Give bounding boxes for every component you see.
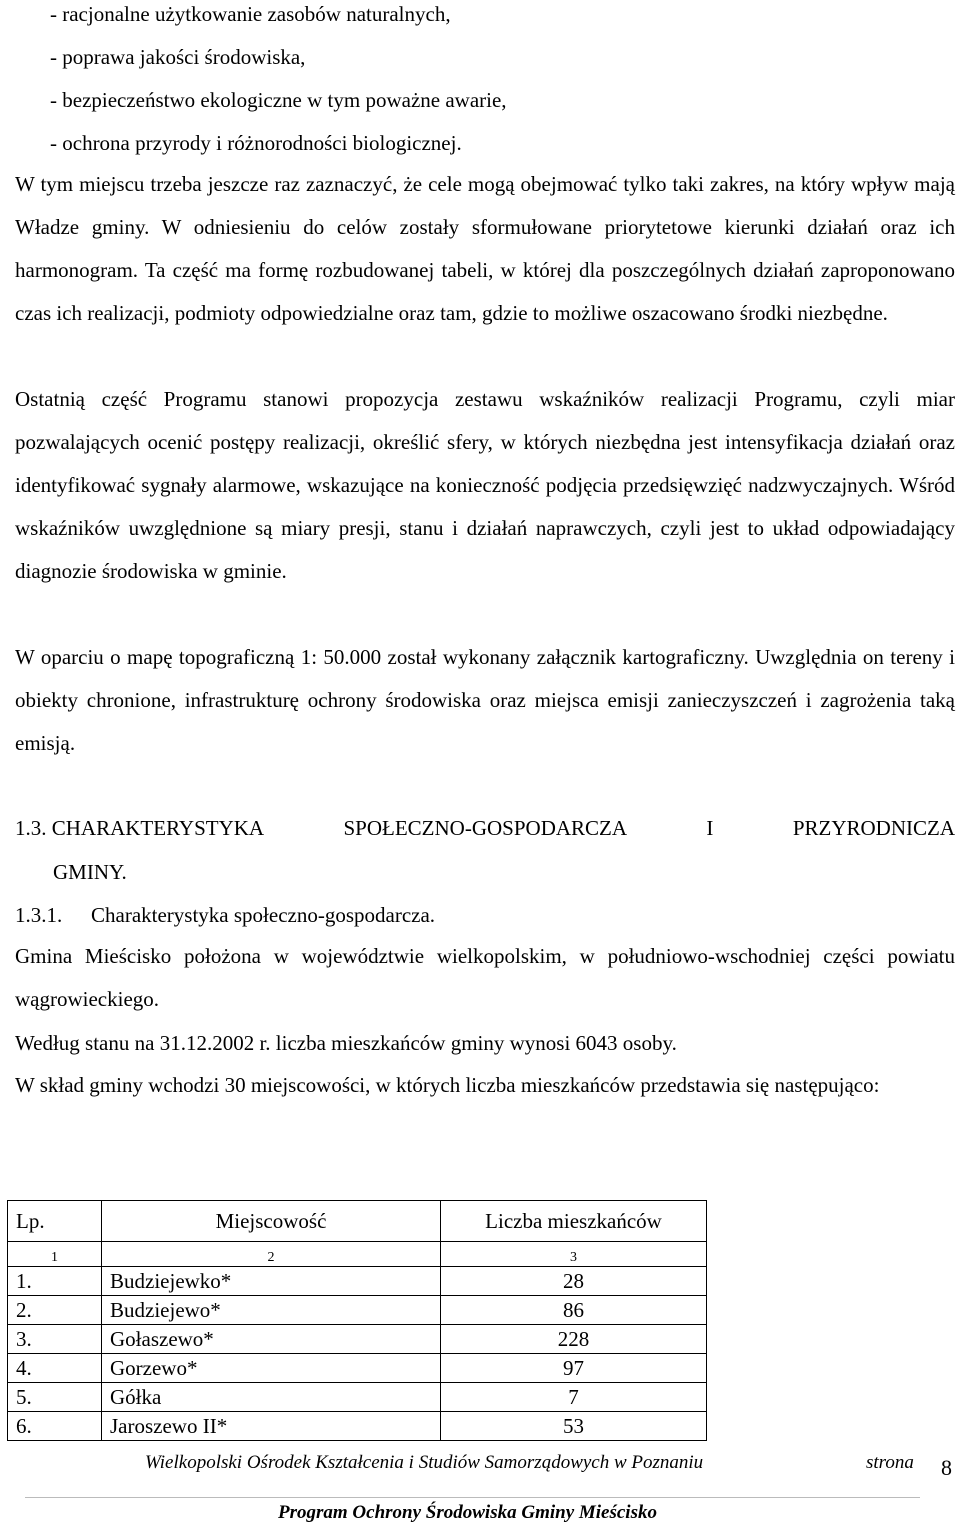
row-population: 97: [441, 1354, 707, 1383]
subheading-title: Charakterystyka społeczno-gospodarcza.: [91, 903, 436, 927]
paragraph-localities: [15, 1064, 955, 1107]
footer-institution: Wielkopolski Ośrodek Kształcenia i Studiów Samorządowych w Poznaniu: [145, 1452, 704, 1473]
table-column-number-row: [8, 1242, 707, 1267]
table-row: [8, 1412, 707, 1441]
table-row: [8, 1354, 707, 1383]
column-number: 2: [102, 1242, 441, 1267]
paragraph-text: Gmina Mieścisko położona w województwie wielkopolskim, w południowo-wschodniej części powiatu wągrowieckiego.: [15, 944, 955, 1011]
table-row: [8, 1296, 707, 1325]
paragraph-population: Według stanu na 31.12.2002 r. liczba mieszkańców gminy wynosi 6043 osoby.: [15, 1031, 677, 1055]
row-locality: Budziejewo*: [102, 1296, 441, 1325]
paragraph-indicators: [15, 378, 955, 593]
header-cell-population: Liczba mieszkańców: [441, 1201, 707, 1242]
row-number: 4.: [8, 1354, 102, 1383]
population-table: [7, 1200, 707, 1441]
row-population: 7: [441, 1383, 707, 1412]
header-cell-locality: Miejscowość: [102, 1201, 441, 1242]
heading-word: PRZYRODNICZA: [792, 816, 955, 840]
column-number: 1: [8, 1242, 102, 1267]
row-population: 53: [441, 1412, 707, 1441]
bullet-item: - racjonalne użytkowanie zasobów naturalnych,: [50, 2, 451, 26]
bullet-item: - poprawa jakości środowiska,: [50, 45, 306, 69]
bullet-item: - ochrona przyrody i różnorodności biologicznej.: [50, 131, 462, 155]
section-heading: [15, 816, 955, 841]
heading-word: CHARAKTERYSTYKA: [51, 816, 265, 840]
paragraph-text: W tym miejscu trzeba jeszcze raz zaznaczyć, że cele mogą obejmować tylko taki zakres, na który wpływ mają Władze gminy. W odniesieniu do celów zostały sformułowane priorytetowe kierunki działań oraz ich harmonogram. Ta część ma formę rozbudowanej tabeli, w której dla poszczególnych działań zaproponowano czas ich realizacji, podmioty odpowiedzialne oraz tam, gdzie to możliwe oszacowano środki niezbędne.: [15, 172, 955, 325]
row-population: 86: [441, 1296, 707, 1325]
footer-divider: [25, 1497, 920, 1498]
paragraph-text: Ostatnią część Programu stanowi propozycja zestawu wskaźników realizacji Programu, czyli miar pozwalających ocenić postępy realizacji, określić sfery, w których niezbędna jest intensyfikacja działań oraz identyfikować sygnały alarmowe, wskazujące na konieczność podjęcia przedsięwzięć nadzwyczajnych. Wśród wskaźników uwzględnione są miary presji, stanu i działań naprawczych, czyli jest to układ odpowiadający diagnozie środowiska w gminie.: [15, 387, 955, 583]
row-number: 2.: [8, 1296, 102, 1325]
footer-page-label: strona: [866, 1452, 914, 1473]
row-number: 1.: [8, 1267, 102, 1296]
row-number: 3.: [8, 1325, 102, 1354]
heading-word: SPOŁECZNO-GOSPODARCZA: [343, 816, 628, 840]
row-population: 228: [441, 1325, 707, 1354]
paragraph-location: [15, 935, 955, 1021]
row-locality: Jaroszewo II*: [102, 1412, 441, 1441]
subheading-number: 1.3.1.: [15, 903, 63, 927]
column-number: 3: [441, 1242, 707, 1267]
footer-program-title: Program Ochrony Środowiska Gminy Mieścisko: [278, 1502, 657, 1523]
row-number: 5.: [8, 1383, 102, 1412]
table-row: [8, 1267, 707, 1296]
paragraph-goals-scope: [15, 163, 955, 335]
row-locality: Budziejewko*: [102, 1267, 441, 1296]
table-row: [8, 1383, 707, 1412]
heading-number-and-word: [15, 816, 264, 841]
paragraph-text: W skład gminy wchodzi 30 miejscowości, w których liczba mieszkańców przedstawia się następująco:: [15, 1073, 880, 1097]
row-locality: Gorzewo*: [102, 1354, 441, 1383]
bullet-item: - bezpieczeństwo ekologiczne w tym poważne awarie,: [50, 88, 507, 112]
row-population: 28: [441, 1267, 707, 1296]
header-cell-lp: Lp.: [8, 1201, 102, 1242]
heading-number: 1.3.: [15, 816, 47, 840]
table-header-row: [8, 1201, 707, 1242]
heading-continuation: GMINY.: [53, 860, 127, 884]
paragraph-text: W oparciu o mapę topograficzną 1: 50.000 został wykonany załącznik kartograficzny. Uwzględnia on tereny i obiekty chronione, infrastrukturę ochrony środowiska oraz miejsca emisji zanieczyszczeń i zagrożenia taką emisją.: [15, 645, 955, 755]
row-number: 6.: [8, 1412, 102, 1441]
table-row: [8, 1325, 707, 1354]
row-locality: Gołaszewo*: [102, 1325, 441, 1354]
row-locality: Gółka: [102, 1383, 441, 1412]
footer-page-number: 8: [941, 1455, 952, 1480]
heading-word: I: [706, 816, 714, 840]
bullet-list: [50, 0, 930, 172]
paragraph-map: [15, 636, 955, 765]
